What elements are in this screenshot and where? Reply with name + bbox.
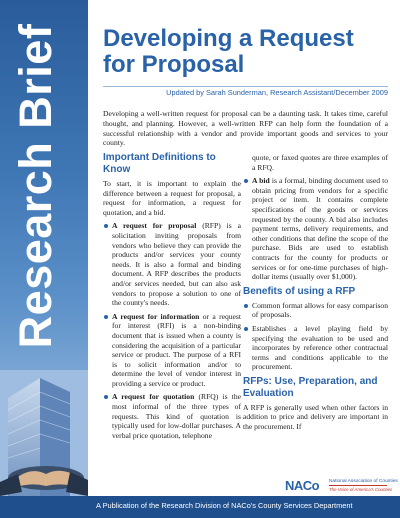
intro-paragraph: Developing a well-written request for proposal can be a daunting task. It takes time, careful thought, and planning. However, a well-written RFP can help form the foundation of a successful relationship with a vendor and provide important goods and services to your county. bbox=[103, 109, 388, 148]
rfq-continued: quote, or faxed quotes are three examples of a RFQ. bbox=[252, 153, 388, 172]
definitions-intro: To start, it is important to explain the difference between a request for proposal, a request for information, a request for quotation, and a bid. bbox=[103, 179, 241, 217]
text-rfq: (RFQ) is the most informal of the three types of requests. This kind of quotation is typically used for low-dollar purchases. A verbal price quotation, telephone bbox=[112, 392, 242, 440]
section-heading-benefits: Benefits of using a RFP bbox=[243, 285, 356, 297]
title-line-1: Developing a Request bbox=[103, 25, 354, 52]
left-column bbox=[103, 152, 241, 444]
bullet-bid bbox=[243, 176, 388, 282]
logo-mark: NACo bbox=[285, 478, 320, 493]
bullet-rfp bbox=[103, 221, 241, 307]
sidebar-panel bbox=[0, 0, 88, 496]
term-bid: A bid bbox=[252, 176, 270, 186]
bullet-rfi bbox=[103, 312, 241, 389]
sidebar-title bbox=[6, 16, 66, 356]
text-rfi: or a request for interest (RFI) is a non-binding document that is issued when a county is considering the acquisition of a particular service or product. The purpose of a RFI is to solicit information and/or to determine the level of vendor interest in providing a service or product. bbox=[112, 311, 241, 388]
logo-divider bbox=[329, 485, 387, 486]
building-handshake-photo bbox=[0, 370, 88, 496]
text-rfp: (RFP) is a solicitation inviting proposals from vendors who believe they can provide the products and/or services your county needs. It is also a formal and binding document. A RFP describes the products and/or services needed, but can also ask vendors to propose a solution to one of the county's needs. bbox=[112, 221, 241, 308]
term-rfq: A request for quotation bbox=[112, 392, 195, 402]
byline: Updated by Sarah Sunderman, Research Assistant/December 2009 bbox=[166, 88, 388, 97]
sidebar-title-text: Research Brief bbox=[10, 23, 61, 349]
term-rfp: A request for proposal bbox=[112, 221, 197, 231]
right-column bbox=[243, 153, 388, 436]
footer-bar bbox=[0, 496, 400, 518]
logo-org-name: National Association of Counties bbox=[329, 479, 398, 484]
naco-logo bbox=[285, 478, 398, 494]
bullet-common-format: Common format allows for easy comparison of proposals. bbox=[243, 301, 388, 320]
header-divider bbox=[103, 86, 388, 87]
bullet-rfq bbox=[103, 392, 241, 440]
page-title bbox=[103, 26, 388, 78]
logo-tagline: The Voice of America's Counties bbox=[329, 487, 393, 492]
section-heading-use: RFPs: Use, Preparation, and Evaluation bbox=[243, 375, 378, 399]
section-heading-definitions: Important Definitions to Know bbox=[103, 152, 216, 175]
title-line-2: for Proposal bbox=[103, 51, 245, 78]
bullet-level-field: Establishes a level playing field by specifying the evaluation to be used and incorporates by reference other contractual terms and conditions applicable to the procurement. bbox=[243, 324, 388, 372]
footer-text: A Publication of the Research Division of NACo's County Services Department bbox=[96, 501, 353, 510]
text-bid: is a formal, binding document used to obtain pricing from vendors for a specific project or item. It contains complete specifications of the goods or services requested by the county. A bid also includes payment terms, delivery requirements, and other conditions that define the scope of the purchase. Bids are used to establish contracts for the county for products or services or for one-time purchases of high-dollar items (usually over $1,000). bbox=[252, 176, 388, 282]
term-rfi: A request for information bbox=[112, 311, 200, 321]
use-paragraph: A RFP is generally used when other factors in addition to price and delivery are important in the procurement. If bbox=[243, 402, 388, 432]
